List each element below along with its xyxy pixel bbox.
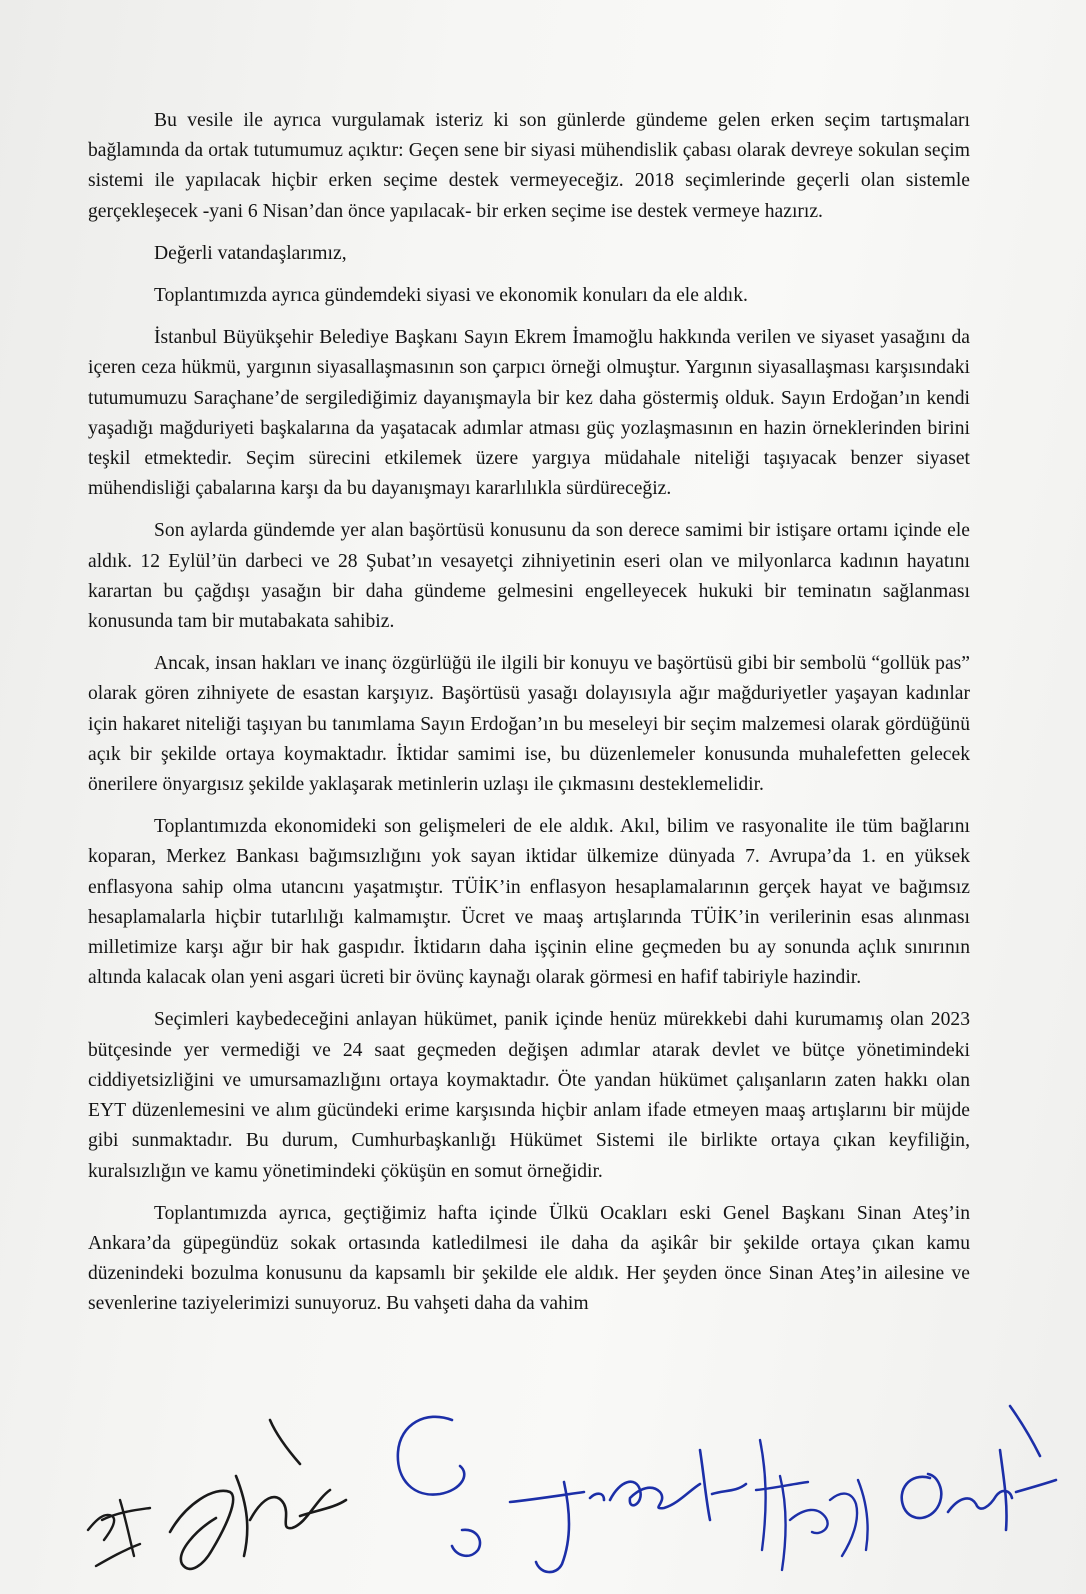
signatures-drawing xyxy=(0,1380,1086,1594)
signature-1 xyxy=(88,1500,150,1566)
signature-3 xyxy=(398,1417,480,1556)
signature-area xyxy=(0,1380,1086,1594)
paragraph-beliefs: Ancak, insan hakları ve inanç özgürlüğü ile ilgili bir konuyu ve başörtüsü gibi bir sembolü “gollük pas” olarak gören zihniyete de esastan karşıyız. Başörtüsü yasağı dolayısıyla ağır mağduriyetler yaşayan kadınlar için hakaret niteliği taşıyan bu tanımlama Sayın Erdoğan’ın bu meseleyi bir seçim malzemesi olarak gördüğünü açık bir şekilde ortaya koymaktadır. İktidar samimi ise, bu düzenlemeler konusunda muhalefetten gelecek önerilere önyargısız şekilde yaklaşarak metinlerin uzlaşı ile çıkmasını desteklemelidir. xyxy=(88,653,970,796)
signature-4 xyxy=(510,1450,746,1572)
paragraph-public-order: Toplantımızda ayrıca, geçtiğimiz hafta içinde Ülkü Ocakları eski Genel Başkanı Sinan Ateş’in Ankara’da güpegündüz sokak ortasında katledilmesi ile daha da aşikâr bir şekilde ortaya çıkan kamu düzenindeki bozulma konusunu da kapsamlı bir şekilde ele aldık. Her şeyden önce Sinan Ateş’in ailesine ve sevenlerine taziyelerimizi sunuyoruz. Bu vahşeti daha da vahim xyxy=(88,1202,970,1315)
document-body xyxy=(88,106,970,1332)
paragraph-judiciary: İstanbul Büyükşehir Belediye Başkanı Sayın Ekrem İmamoğlu hakkında verilen ve siyaset yasağını da içeren ceza hükmü, yargının siyasallaşmasının son çarpıcı örneği olmuştur. Yargının siyasallaşması karşısındaki tutumumuzu Saraçhane’de sergilediğimiz dayanışmayla bir kez daha göstermiş olduk. Sayın Erdoğan’ın kendi yaşadığı mağduriyeti başkalarına da yaşatacak adımlar atması güç yozlaşmasının en hazin örneklerinden birini teşkil etmektedir. Seçim sürecini etkilemek üzere yargıya müdahale niteliği taşıyacak benzer siyaset mühendisliği çabalarına karşı da bu dayanışmayı kararlılıkla sürdüreceğiz. xyxy=(88,327,970,500)
paragraph-budget: Seçimleri kaybedeceğini anlayan hükümet, panik içinde henüz mürekkebi dahi kurumamış olan 2023 bütçesinde yer vermediği ve 24 saat geçmeden değişen adımlar atarak devlet ve bütçe yönetimindeki ciddiyetsizliğini ve umursamazlığını ortaya koymaktadır. Öte yandan hükümet çalışanların zaten hakkı olan EYT düzenlemesini ve alım gücündeki erime karşısında hiçbir anlam ifade etmeyen maaş artışlarını bir müjde gibi sunmaktadır. Bu durum, Cumhurbaşkanlığı Hükümet Sistemi ile birlikte ortaya çıkan keyfiliğin, kuralsızlığın ve kamu yönetimindeki çöküşün en somut örneğidir. xyxy=(88,1009,970,1182)
signature-2 xyxy=(170,1420,346,1569)
signature-5 xyxy=(756,1440,868,1570)
paragraph-headscarf: Son aylarda gündemde yer alan başörtüsü konusunu da son derece samimi bir istişare ortamı içinde ele aldık. 12 Eylül’ün darbeci ve 28 Şubat’ın vesayetçi zihniyetinin eseri olan ve milyonlarca kadının hayatını karartan bu çağdışı yasağın bir daha gündeme gelmesini engelleyecek hukuki bir teminatın sağlanması konusunda tam bir mutabakata sahibiz. xyxy=(88,520,970,633)
paragraph-salutation: Değerli vatandaşlarımız, xyxy=(154,242,347,264)
paragraph-agenda-intro: Toplantımızda ayrıca gündemdeki siyasi ve ekonomik konuları da ele aldık. xyxy=(154,285,748,307)
signature-6 xyxy=(902,1406,1056,1530)
paragraph-early-election: Bu vesile ile ayrıca vurgulamak isteriz ki son günlerde gündeme gelen erken seçim tartışmaları bağlamında da ortak tutumumuz açıktır: Geçen sene bir siyasi mühendislik çabası olarak devreye sokulan seçim sistemi ile yapılacak hiçbir erken seçime destek vermeyeceğiz. 2018 seçimlerinde geçerli olan sistemle gerçekleşecek -yani 6 Nisan’dan önce yapılacak- bir erken seçime ise destek vermeye hazırız. xyxy=(88,110,970,222)
paragraph-economy: Toplantımızda ekonomideki son gelişmeleri de ele aldık. Akıl, bilim ve rasyonalite ile tüm bağlarını koparan, Merkez Bankası bağımsızlığını yok sayan iktidar ülkemize dünyada 7. Avrupa’da 1. en yüksek enflasyona sahip olma utancını yaşatmıştır. TÜİK’in enflasyon hesaplamalarının gerçek hayat ve bağımsız hesaplamalarla hiçbir tutarlılığı kalmamıştır. Ücret ve maaş artışlarında TÜİK’in verilerinin esas alınması milletimize karşı ağır bir hak gaspıdır. İktidarın daha işçinin eline geçmeden bu ay sonunda açlık sınırının altında kalacak olan yeni asgari ücreti bir övünç kaynağı olarak görmesi en hafif tabiriyle hazindir. xyxy=(88,816,970,989)
